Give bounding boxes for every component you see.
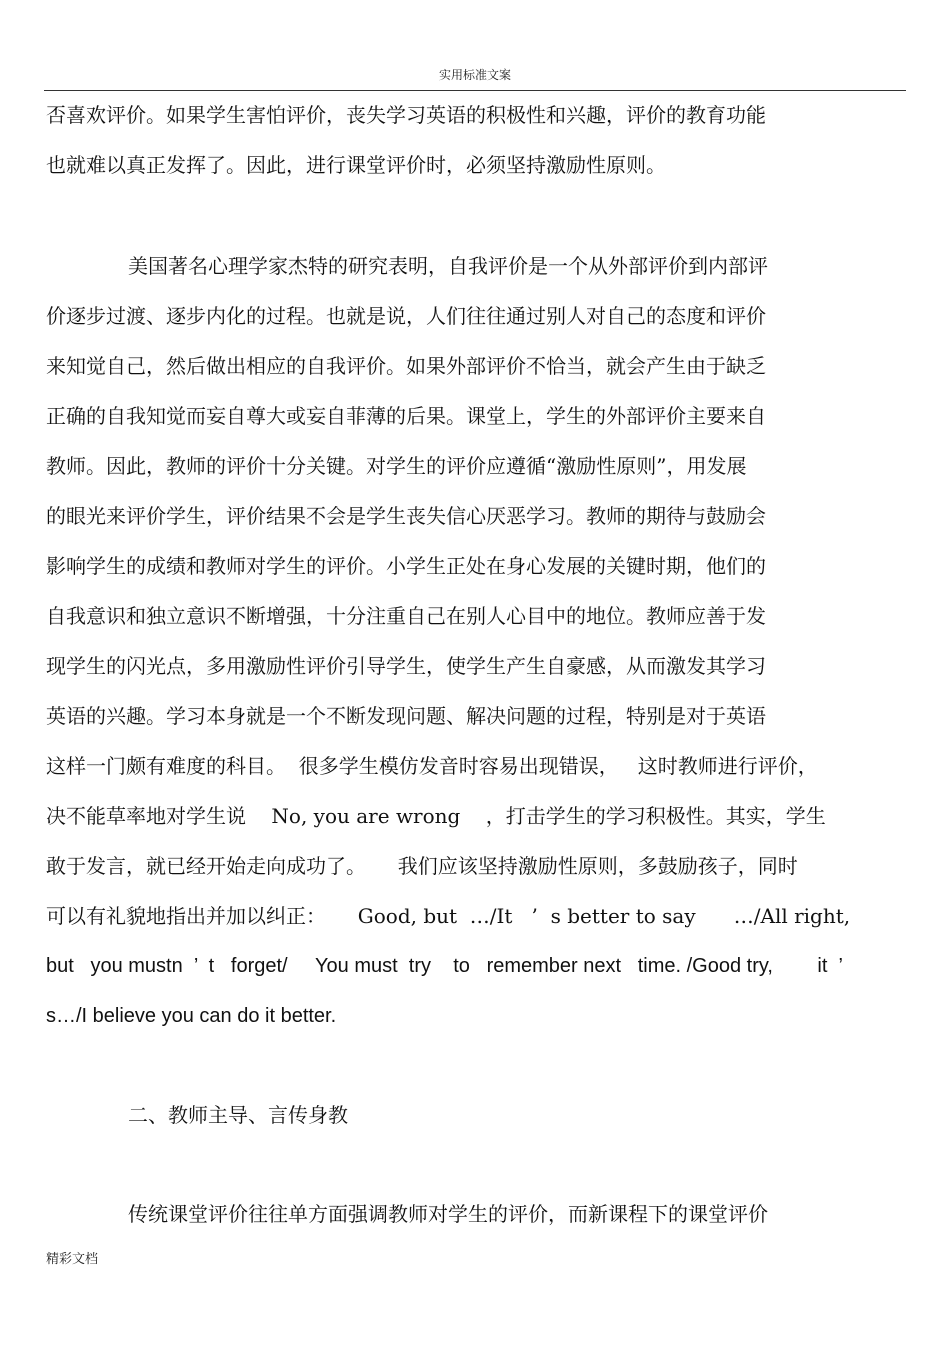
body-line: 来知觉自己，然后做出相应的自我评价。如果外部评价不恰当，就会产生由于缺乏	[46, 354, 766, 378]
body-line: 敢于发言，就已经开始走向成功了。 我们应该坚持激励性原则，多鼓励孩子，同时	[46, 854, 798, 878]
body-line: 价逐步过渡、逐步内化的过程。也就是说，人们往往通过别人对自己的态度和评价	[46, 304, 766, 328]
body-line-english: but you mustn ’ t forget/ You must try to remember next time. /Good try, it ’	[46, 955, 843, 977]
body-line: 现学生的闪光点，多用激励性评价引导学生，使学生产生自豪感，从而激发其学习	[46, 654, 766, 678]
page-header: 实用标准文案	[438, 68, 511, 82]
body-line: 英语的兴趣。学习本身就是一个不断发现问题、解决问题的过程，特别是对于英语	[46, 704, 766, 728]
header-divider	[44, 90, 906, 91]
body-line: 教师。因此，教师的评价十分关键。对学生的评价应遵循“激励性原则”，用发展	[46, 454, 747, 478]
body-line: 否喜欢评价。如果学生害怕评价，丧失学习英语的积极性和兴趣，评价的教育功能	[46, 103, 766, 127]
paragraph-first-line: 传统课堂评价往往单方面强调教师对学生的评价，而新课程下的课堂评价	[128, 1202, 768, 1226]
body-line: 正确的自我知觉而妄自尊大或妄自菲薄的后果。课堂上，学生的外部评价主要来自	[46, 404, 766, 428]
body-line-english: s…/I believe you can do it better.	[46, 1005, 337, 1027]
body-line: 也就难以真正发挥了。因此，进行课堂评价时，必须坚持激励性原则。	[46, 153, 666, 177]
page-footer: 精彩文档	[46, 1252, 99, 1267]
body-line: 可以有礼貌地指出并加以纠正： Good, but …/It ’ s better to say …/All right,	[46, 904, 851, 928]
paragraph-first-line: 美国著名心理学家杰特的研究表明，自我评价是一个从外部评价到内部评	[128, 254, 768, 278]
body-line: 自我意识和独立意识不断增强，十分注重自己在别人心目中的地位。教师应善于发	[46, 604, 766, 628]
body-line: 的眼光来评价学生，评价结果不会是学生丧失信心厌恶学习。教师的期待与鼓励会	[46, 504, 766, 528]
body-line: 这样一门颇有难度的科目。 很多学生模仿发音时容易出现错误， 这时教师进行评价，	[46, 754, 818, 778]
body-line: 决不能草率地对学生说 No, you are wrong ，打击学生的学习积极性。其实，学生	[46, 804, 826, 828]
section-heading: 二、教师主导、言传身教	[128, 1103, 348, 1127]
body-line: 影响学生的成绩和教师对学生的评价。小学生正处在身心发展的关键时期，他们的	[46, 554, 766, 578]
